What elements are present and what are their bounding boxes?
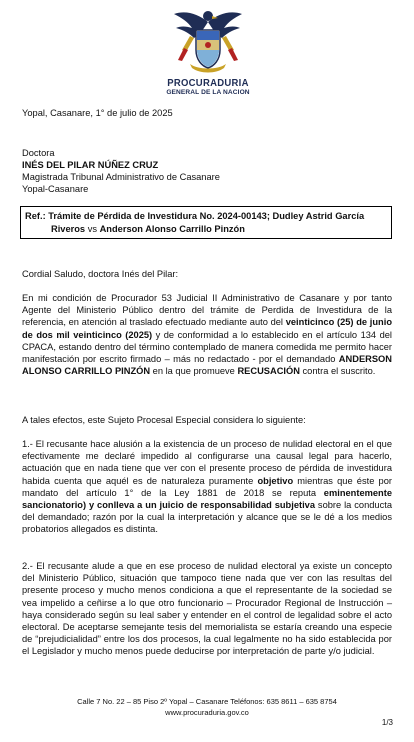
paragraph-1	[22, 292, 392, 377]
paragraph-1-text-g: contra el suscrito.	[299, 366, 376, 377]
reference-vs: vs	[85, 223, 100, 234]
date-line: Yopal, Casanare, 1° de julio de 2025	[22, 108, 173, 118]
brand-subtitle: GENERAL DE LA NACION	[166, 89, 250, 96]
footer-website[interactable]: www.procuraduria.gov.co	[165, 708, 249, 717]
recipient-position: Magistrada Tribunal Administrativo de Casanare	[22, 172, 220, 182]
recipient-name: INÉS DEL PILAR NÚÑEZ CRUZ	[22, 160, 159, 170]
paragraph-1-text-a: En mi condición de Procurador 53 Judicial II Administrativo de Casanare y por tanto Agente del Ministerio Público dentro del trámite de Perdida de Investidura de la referencia, en atención al traslado efectuado mediante auto del	[22, 293, 392, 328]
paragraph-3-text-e: sobre la conducta del demandado; razón por la cual la interpretación y alcance que se le dé a los medios probatorios allegados es distinta.	[22, 500, 392, 535]
paragraph-3-text-a: 1.- El recusante hace alusión a la existencia de un proceso de nulidad electoral en el que efectivamente me declaré impedido al configurarse una causal legal para hacerlo, actuación que en nada tiene que ver con el presente proceso de pérdida de investidura habida cuenta que aquél es de naturaleza puramente	[22, 439, 392, 486]
paragraph-1-text-e: en la que promueve	[150, 366, 238, 377]
paragraph-3-text-c: mientras que éste por mandato del artículo 1° de la Ley 1881 de 2018 se reputa	[22, 475, 392, 498]
paragraph-1-text-c: y de conformidad a lo establecido en el artículo 134 del CPACA, estando dentro del término contemplado de manera comedida me permito hacer manifestación por escrito firmado – más no redactado - por el demandado	[22, 329, 392, 365]
paragraph-3-sancionatorio-bold: eminentemente sancionatorio) y conlleva a un juicio de responsabilidad subjetiva	[22, 487, 392, 511]
reference-party-a: Riveros	[51, 223, 86, 234]
recipient-location: Yopal-Casanare	[22, 184, 89, 194]
paragraph-3	[22, 438, 392, 536]
recipient-title: Doctora	[22, 148, 55, 158]
paragraph-4: 2.- El recusante alude a que en ese proceso de nulidad electoral ya existe un concepto del Ministerio Público, situación que tampoco tiene nada que ver con las resultas del presente proceso y mucho menos condiciona a que el representante de la sociedad se vea impelido a ceñirse a lo que otro funcionario – Procurador Regional de Instrucción – haya considerado según su leal saber y entender en el control de legalidad sobre el acto electoral. De aceptarse semejante tesis del memorialista se estaría creando una especie de “prejudicialidad” entre los dos procesos, la cual legalmente no ha sido establecida por el Legislador y mucho menos puede deducirse por interpretación de parte y/o judicial.	[22, 561, 392, 657]
page-number: 1/3	[381, 718, 393, 727]
brand-name: PROCURADURIA	[167, 78, 249, 89]
paragraph-3-objetivo-bold: objetivo	[257, 475, 294, 486]
reference-text: Trámite de Pérdida de Investidura No. 2024-00143; Dudley Astrid García	[48, 211, 365, 221]
paragraph-2: A tales efectos, este Sujeto Procesal Especial considera lo siguiente:	[22, 415, 306, 425]
salutation: Cordial Saludo, doctora Inés del Pilar:	[22, 269, 179, 279]
reference-label: Ref.:	[25, 211, 46, 221]
reference-box	[20, 206, 392, 239]
footer-address: Calle 7 No. 22 – 85 Piso 2º Yopal – Casanare Teléfonos: 635 8611 – 635 8754	[77, 697, 337, 706]
reference-party-b: Anderson Alonso Carrillo Pinzón	[99, 223, 245, 234]
paragraph-1-recusacion-bold: RECUSACIÓN	[237, 366, 300, 377]
paragraph-1-defendant-bold: ANDERSON ALONSO CARRILLO PINZÓN	[22, 354, 392, 377]
paragraph-1-date-bold: veinticinco (25) de junio de dos mil veinticinco (2025)	[22, 317, 392, 340]
coat-of-arms-logo-icon	[168, 4, 248, 82]
